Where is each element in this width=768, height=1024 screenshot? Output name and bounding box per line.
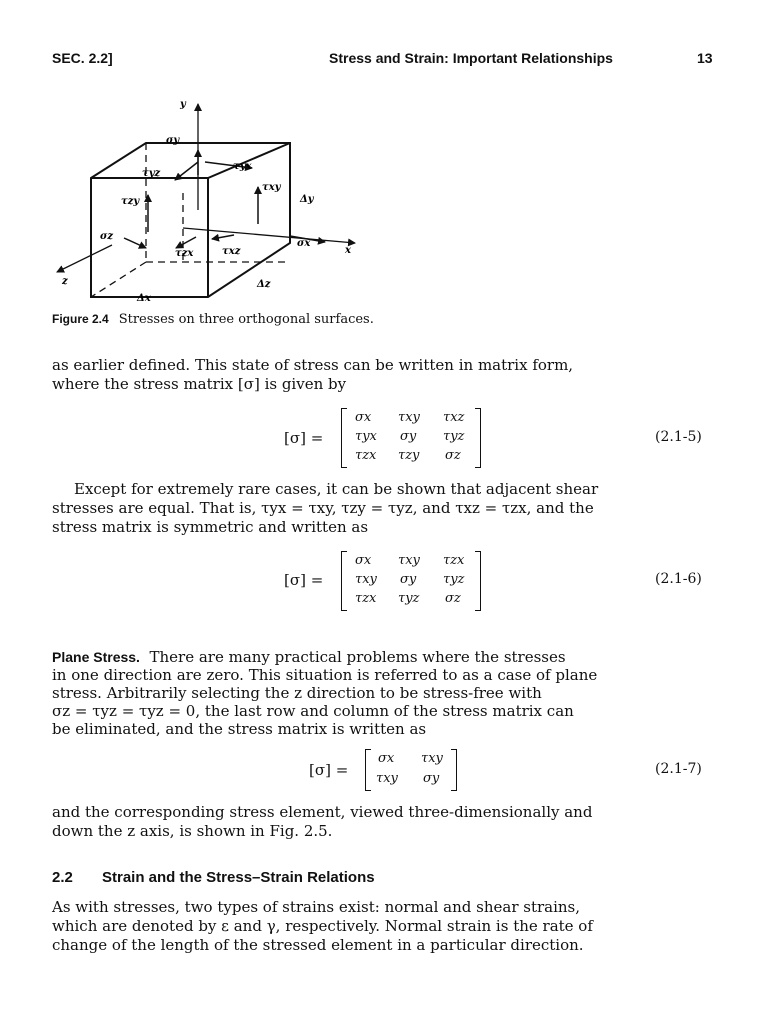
tau-zx-label: τzx — [175, 248, 194, 259]
figure-caption-label: Figure 2.4 — [52, 312, 109, 326]
matrix-cell: τzx — [355, 591, 377, 606]
z-axis-label: z — [62, 276, 68, 287]
tau-xy-label: τxy — [262, 182, 281, 193]
tau-zy-label: τzy — [121, 196, 140, 207]
eq-2-1-7-matrix — [365, 749, 457, 791]
stress-cube-figure — [0, 85, 400, 310]
matrix-cell: σz — [445, 448, 461, 463]
sigma-z-label: σz — [100, 231, 114, 242]
eq-2-1-6-number: (2.1-6) — [655, 571, 702, 587]
matrix-cell: τxy — [376, 771, 398, 786]
matrix-cell: σz — [445, 591, 461, 606]
plane-stress-line-1-text: There are many practical problems where the stresses — [149, 648, 566, 666]
section-ref: SEC. 2.2] — [52, 50, 113, 66]
plane-stress-heading: Plane Stress. — [52, 649, 140, 665]
paragraph-3-line-2: down the z axis, is shown in Fig. 2.5. — [52, 822, 333, 840]
eq-2-1-5-number: (2.1-5) — [655, 429, 702, 445]
matrix-cell: σy — [400, 429, 417, 444]
figure-caption — [52, 312, 374, 327]
paragraph-4-line-1: As with stresses, two types of strains exist: normal and shear strains, — [52, 898, 581, 916]
paragraph-2-line-1: Except for extremely rare cases, it can be shown that adjacent shear — [74, 480, 599, 498]
eq-2-1-5-matrix — [341, 408, 481, 468]
eq-2-1-7-number: (2.1-7) — [655, 761, 702, 777]
matrix-cell: τxy — [398, 410, 420, 425]
eq-2-1-6-matrix — [341, 551, 481, 611]
sigma-y-label: σy — [166, 135, 180, 146]
tau-yx-label: τyx — [233, 161, 252, 172]
page-number: 13 — [697, 50, 713, 66]
section-number: 2.2 — [52, 869, 73, 886]
eq-2-1-7-lhs: [σ] = — [309, 761, 349, 779]
matrix-cell: τyx — [355, 429, 377, 444]
matrix-cell: τzy — [398, 448, 420, 463]
delta-z-label: Δz — [257, 279, 271, 290]
figure-caption-text: Stresses on three orthogonal surfaces. — [118, 312, 374, 327]
paragraph-3-line-1: and the corresponding stress element, viewed three-dimensionally and — [52, 803, 593, 821]
plane-stress-line-3: stress. Arbitrarily selecting the z direction to be stress-free with — [52, 684, 542, 702]
cube-edges — [91, 143, 290, 297]
delta-y-label: Δy — [300, 194, 314, 205]
running-title: Stress and Strain: Important Relationships — [329, 50, 613, 66]
paragraph-2-line-2: stresses are equal. That is, τyx = τxy, τzy = τyz, and τxz = τzx, and the — [52, 499, 594, 517]
plane-stress-line-2: in one direction are zero. This situation is referred to as a case of plane — [52, 666, 598, 684]
eq-2-1-5-lhs: [σ] = — [284, 429, 324, 447]
plane-stress-line-1 — [52, 648, 566, 666]
delta-x-label: Δx — [137, 293, 151, 304]
matrix-cell: σy — [423, 771, 440, 786]
paragraph-4-line-3: change of the length of the stressed element in a particular direction. — [52, 936, 584, 954]
matrix-cell: σy — [400, 572, 417, 587]
paragraph-1-line-2: where the stress matrix [σ] is given by — [52, 375, 347, 393]
tau-xz-label: τxz — [222, 246, 241, 257]
paragraph-2-line-3: stress matrix is symmetric and written as — [52, 518, 369, 536]
y-axis-label: y — [180, 99, 186, 110]
section-title: Strain and the Stress–Strain Relations — [102, 869, 375, 886]
tau-yz-label: τyz — [142, 168, 161, 179]
matrix-cell: τzx — [443, 553, 465, 568]
matrix-cell: τxy — [355, 572, 377, 587]
matrix-cell: τzx — [355, 448, 377, 463]
plane-stress-line-5: be eliminated, and the stress matrix is written as — [52, 720, 427, 738]
paragraph-4-line-2: which are denoted by ε and γ, respectively. Normal strain is the rate of — [52, 917, 593, 935]
matrix-cell: τyz — [443, 572, 465, 587]
stress-arrows — [124, 150, 325, 248]
matrix-cell: σx — [378, 751, 395, 766]
matrix-cell: τxz — [443, 410, 465, 425]
plane-stress-line-4: σz = τyz = τyz = 0, the last row and column of the stress matrix can — [52, 702, 574, 720]
eq-2-1-6-lhs: [σ] = — [284, 571, 324, 589]
matrix-cell: σx — [355, 410, 372, 425]
hidden-edges — [91, 143, 290, 297]
matrix-cell: τyz — [398, 591, 420, 606]
sigma-x-label: σx — [297, 238, 311, 249]
paragraph-1-line-1: as earlier defined. This state of stress can be written in matrix form, — [52, 356, 574, 374]
matrix-cell: σx — [355, 553, 372, 568]
matrix-cell: τxy — [421, 751, 443, 766]
matrix-cell: τxy — [398, 553, 420, 568]
matrix-cell: τyz — [443, 429, 465, 444]
x-axis-label: x — [345, 245, 351, 256]
